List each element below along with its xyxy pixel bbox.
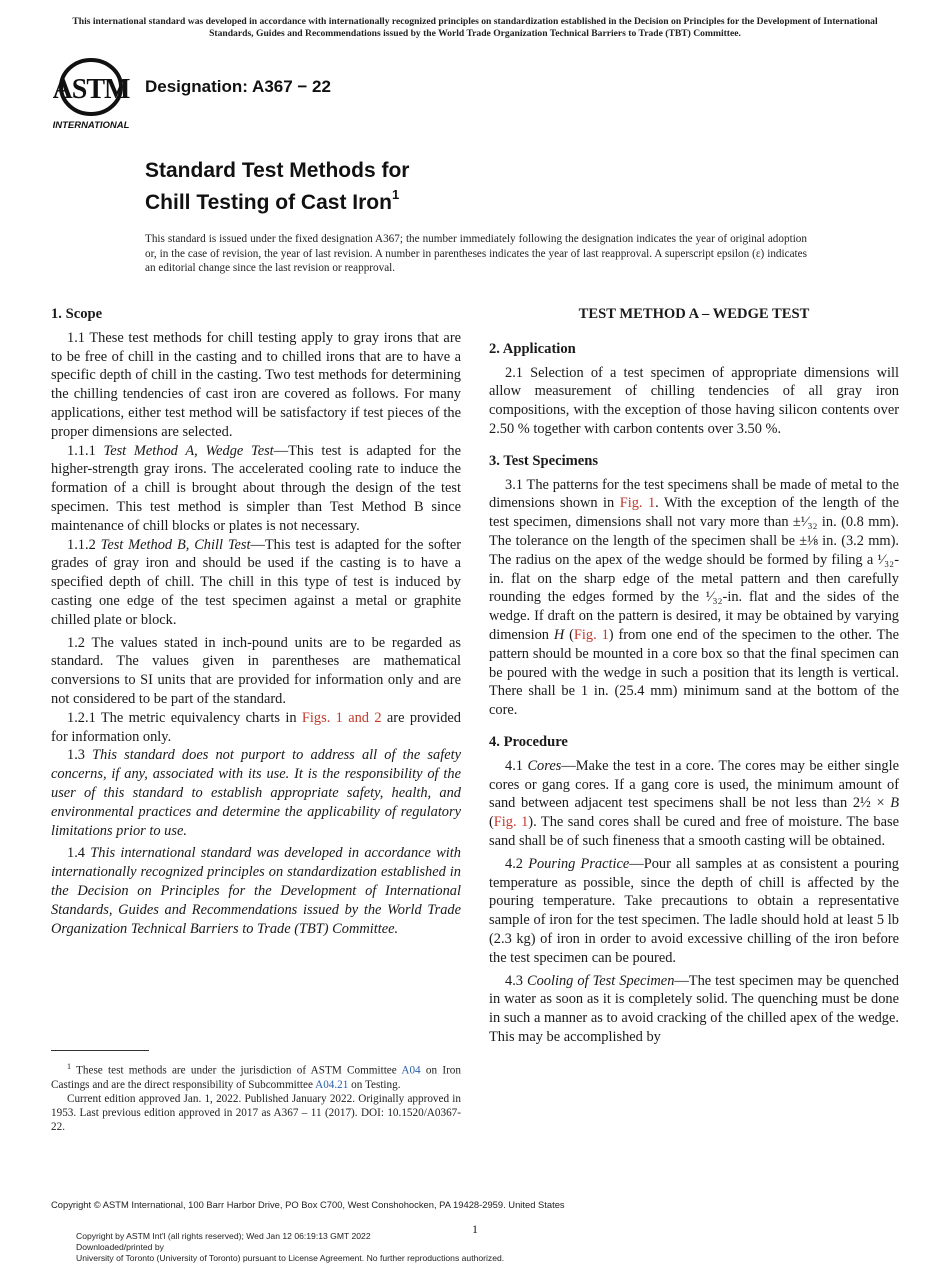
download-notice: Copyright by ASTM Int'l (all rights reserved); Wed Jan 12 06:19:13 GMT 2022 Downloaded/printed by University of Toronto (University of Toronto) pursuant to License Agreement. No further reproductions authorized. — [76, 1231, 505, 1263]
para-1-3: 1.3 This standard does not purport to address all of the safety concerns, if any, associated with its use. It is the responsibility of the user of this standard to establish appropriate safety, health, and environmental practices and determine the applicability of regulatory limitations prior to use. — [51, 747, 461, 839]
copyright-line: Copyright © ASTM International, 100 Barr Harbor Drive, PO Box C700, West Conshohocken, PA 19428-2959. United States — [51, 1199, 565, 1210]
fig-1-link[interactable]: Fig. 1 — [493, 814, 529, 831]
para-1-1-1: 1.1.1 Test Method A, Wedge Test—This test is adapted for the higher-strength gray irons. The accelerated cooling rate to induce the formation of a chill is brought about through the design of the test specimen. This test method is simpler than Test Method B since maintenance of chill blocks or plates is not necessary. — [51, 442, 461, 534]
left-column — [51, 305, 461, 938]
para-1-2-1: 1.2.1 The metric equivalency charts in Figs. 1 and 2 are provided for information only. — [51, 709, 462, 745]
svg-text:INTERNATIONAL: INTERNATIONAL — [53, 120, 130, 131]
committee-a04-link[interactable]: A04 — [401, 1064, 421, 1077]
section-2-heading: 2. Application — [489, 340, 576, 357]
test-method-a-heading: TEST METHOD A – WEDGE TEST — [578, 306, 810, 322]
para-3-1: 3.1 The patterns for the test specimens shall be made of metal to the dimensions shown in Fig. 1. With the exception of the length of the test specimen, dimensions shall not vary more than ±¹⁄₃₂ in. (0.8 mm). The tolerance on the length of the specimen shall be ±⅛ in. (3.2 mm). The radius on the apex of the wedge should be formed by filing a ¹⁄₃₂-in. flat on the sharp edge of the metal pattern and then carefully rounding the edges formed by the ¹⁄₃₂-in. flat and the sides of the wedge. If draft on the pattern is desired, it may be obtained by varying dimension H (Fig. 1) from one end of the specimen to the other. The pattern should be mounted in a core box so that the final specimen can be poured with the wedge in such a position that its length is vertical. There shall be 1 in. (25.4 mm) minimum sand at the bottom of the core. — [489, 476, 900, 719]
footnotes — [51, 1060, 461, 1136]
fig-1-link[interactable]: Fig. 1 — [573, 626, 609, 643]
para-4-1: 4.1 Cores—Make the test in a core. The cores may be either single cores or gang cores. If a gang core is used, the minimum amount of sand between adjacent test specimens shall be not less than 2½ × B (Fig. 1). The sand cores shall be cured and free of moisture. The base sand shall be of such fineness that a smooth casting will be obtained. — [489, 757, 899, 849]
para-4-2: 4.2 Pouring Practice—Pour all samples at as consistent a pouring temperature as possible, since the depth of chill is affected by the pouring temperature. Take precautions to obtain a representative sample of iron for the test specimen. The ladle should hold at least 5 lb (2.3 kg) of iron in order to avoid excessive chilling of the iron before the test specimen can be poured. — [489, 855, 900, 966]
section-1-heading: 1. Scope — [51, 306, 103, 322]
svg-text:ASTM: ASTM — [53, 74, 130, 105]
para-4-3: 4.3 Cooling of Test Specimen—The test specimen may be quenched in water as soon as it is completely solid. The quenching must be done in such a manner as to avoid cracking of the chilled apex of the wedge. This may be accomplished by — [489, 972, 899, 1045]
para-1-1: 1.1 These test methods for chill testing apply to gray irons that are to be free of chill in the casting and to chilled irons that are to have a specific depth of chill in the casting. Two test methods for determining the chilling tendencies of cast iron are covered as follows. For many applications, either test method will be satisfactory if test pieces of the proper dimensions are selected. — [51, 329, 461, 440]
title-line-1: Standard Test Methods for — [145, 159, 410, 182]
footnote-divider — [51, 1050, 149, 1051]
para-1-4: 1.4 This international standard was developed in accordance with internationally recognized principles on standardization established in the Decision on Principles for the Development of International Standards, Guides and Recommendations issued by the World Trade Organization Technical Barriers to Trade (TBT) Committee. — [51, 845, 461, 937]
designation: Designation: A367 − 22 — [145, 77, 331, 96]
page-title — [145, 158, 409, 216]
title-footnote-mark: 1 — [391, 187, 400, 202]
fig-1-link[interactable]: Fig. 1 — [619, 495, 656, 512]
section-4-heading: 4. Procedure — [489, 733, 568, 750]
astm-logo-icon — [53, 56, 135, 132]
subcommittee-a04-21-link[interactable]: A04.21 — [315, 1078, 349, 1091]
footnote-edition: Current edition approved Jan. 1, 2022. Published January 2022. Originally approved in 1953. Last previous edition approved in 2017 as A367 – 11 (2017). DOI: 10.1520/A0367-22. — [51, 1093, 461, 1133]
title-line-2: Chill Testing of Cast Iron$^1$ — [145, 187, 400, 214]
figs-1-2-link[interactable]: Figs. 1 and 2 — [301, 709, 382, 726]
para-1-1-2: 1.1.2 Test Method B, Chill Test—This test is adapted for the softer grades of gray iron and should be used if the casting is to have a specified depth of chill. The chill in this type of test is induced by casting one edge of the test specimen against a metal or graphite chilled plate or block. — [51, 536, 461, 628]
top-notice: This international standard was developed in accordance with internationally recognized principles on standardization established in the Decision on Principles for the Development of International Standards, Guides and Recommendations issued by the World Trade Organization Technical Barriers to Trade (TBT) Committee. — [72, 16, 878, 39]
footnote-1: $^1$ These test methods are under the jurisdiction of ASTM Committee A04 on Iron Castings and are the direct responsibility of Subcommittee A04.21 on Testing. — [51, 1062, 461, 1091]
para-2-1: 2.1 Selection of a test specimen of appropriate dimensions will allow measurement of chilling tendencies of all gray iron compositions, with the exception of those having silicon contents over 2.50 % together with carbon contents over 3.50 %. — [489, 364, 899, 437]
section-3-heading: 3. Test Specimens — [489, 452, 599, 469]
intro-paragraph: This standard is issued under the fixed designation A367; the number immediately following the designation indicates the year of original adoption or, in the case of revision, the year of last revision. A number in parentheses indicates the year of last reapproval. A superscript epsilon (ε) indicates an editorial change since the last revision or reapproval. — [145, 233, 807, 275]
astm-logo — [53, 56, 135, 132]
para-1-2: 1.2 The values stated in inch-pound units are to be regarded as standard. The values given in parentheses are mathematical conversions to SI units that are provided for information only and are not considered to be part of the standard. — [51, 634, 461, 707]
right-column — [489, 305, 899, 1047]
page-number: 1 — [472, 1222, 478, 1236]
